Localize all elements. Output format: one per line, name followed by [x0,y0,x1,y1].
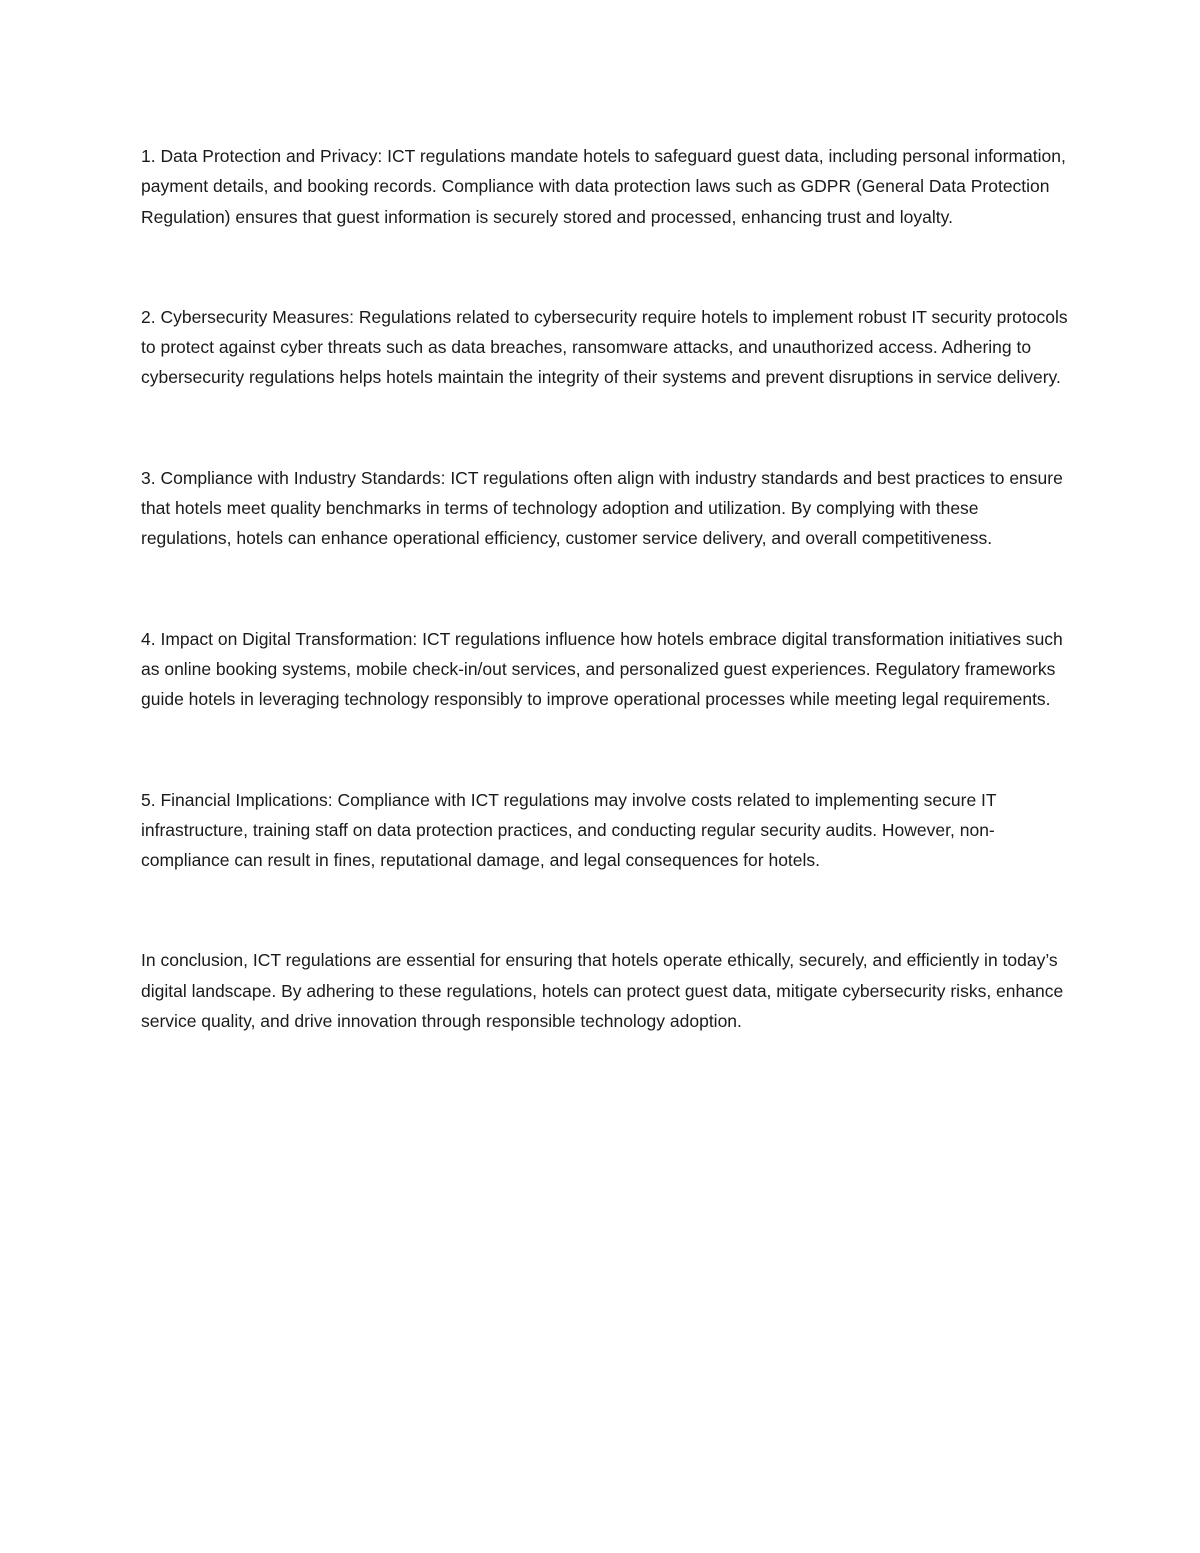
paragraph-industry-standards: 3. Compliance with Industry Standards: ICT regulations often align with industry standards and best practices to ensure that hotels meet quality benchmarks in terms of technology adoption and utilization. By complying with these regulations, hotels can enhance operational efficiency, customer service delivery, and overall competitiveness. [141,467,1063,549]
paragraph-data-protection: 1. Data Protection and Privacy: ICT regulations mandate hotels to safeguard guest data, including personal information, payment details, and booking records. Compliance with data protection laws such as GDPR (General Data Protection Regulation) ensures that guest information is securely stored and processed, enhancing trust and loyalty. [141,146,1066,227]
paragraph-digital-transformation: 4. Impact on Digital Transformation: ICT regulations influence how hotels embrace digital transformation initiatives such as online booking systems, mobile check-in/out services, and personalized guest experiences. Regulatory frameworks guide hotels in leveraging technology responsibly to improve operational processes while meeting legal requirements. [141,628,1063,710]
paragraph-financial-implications: 5. Financial Implications: Compliance with ICT regulations may involve costs related to implementing secure IT infrastructure, training staff on data protection practices, and conducting regular security audits. However, non-compliance can result in fines, reputational damage, and legal consequences for hotels. [141,789,997,871]
paragraph-conclusion: In conclusion, ICT regulations are essential for ensuring that hotels operate ethically, securely, and efficiently in today’s digital landscape. By adhering to these regulations, hotels can protect guest data, mitigate cybersecurity risks, enhance service quality, and drive innovation through responsible technology adoption. [141,950,1064,1032]
document-body [141,141,1071,1106]
paragraph-cybersecurity: 2. Cybersecurity Measures: Regulations related to cybersecurity require hotels to implement robust IT security protocols to protect against cyber threats such as data breaches, ransomware attacks, and unauthorized access. Adhering to cybersecurity regulations helps hotels maintain the integrity of their systems and prevent disruptions in service delivery. [141,306,1068,388]
